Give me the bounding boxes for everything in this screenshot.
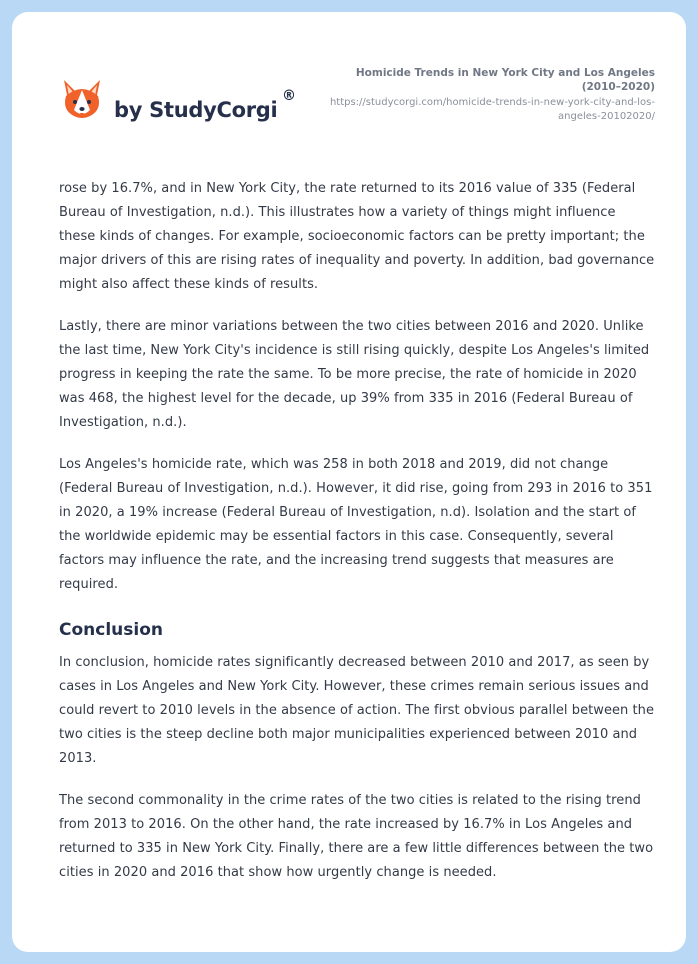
document-body: [59, 177, 655, 903]
corgi-logo-icon: [60, 76, 104, 126]
conclusion-paragraph: The second commonality in the crime rates of the two cities is related to the rising trend from 2013 to 2016. On the other hand, the rate increased by 16.7% in Los Angeles and returned to 335 in New York City. Finally, there are a few little differences between the two cities in 2020 and 2016 that show how urgently change is needed.: [59, 793, 654, 880]
brand-name: by StudyCorgi: [114, 98, 278, 122]
registered-mark: ®: [282, 88, 296, 104]
document-meta: [325, 66, 655, 123]
page-header: [12, 12, 686, 152]
document-url[interactable]: https://studycorgi.com/homicide-trends-in-new-york-city-and-los-angeles-20102020/: [329, 97, 655, 122]
body-paragraph: Lastly, there are minor variations between the two cities between 2016 and 2020. Unlike the last time, New York City's incidence is still rising quickly, despite Los Angeles's limited progress in keeping the rate the same. To be more precise, the rate of homicide in 2020 was 468, the highest level for the decade, up 39% from 335 in 2016 (Federal Bureau of Investigation, n.d.).: [59, 319, 650, 430]
conclusion-paragraph: In conclusion, homicide rates significantly decreased between 2010 and 2017, as seen by cases in Los Angeles and New York City. However, these crimes remain serious issues and could revert to 2010 levels in the absence of action. The first obvious parallel between the two cities is the steep decline both major municipalities experienced between 2010 and 2013.: [59, 655, 655, 766]
studycorgi-logo[interactable]: [60, 76, 360, 136]
body-paragraph: rose by 16.7%, and in New York City, the rate returned to its 2016 value of 335 (Federal Bureau of Investigation, n.d.). This illustrates how a variety of things might influence these kinds of changes. For example, socioeconomic factors can be pretty important; the major drivers of this are rising rates of inequality and poverty. In addition, bad governance might also affect these kinds of results.: [59, 181, 655, 292]
body-paragraph: Los Angeles's homicide rate, which was 258 in both 2018 and 2019, did not change (Federal Bureau of Investigation, n.d.). However, it did rise, going from 293 in 2016 to 351 in 2020, a 19% increase (Federal Bureau of Investigation, n.d). Isolation and the start of the worldwide epidemic may be essential factors in this case. Consequently, several factors may influence the rate, and the increasing trend suggests that measures are required.: [59, 457, 653, 592]
section-heading-conclusion: Conclusion: [59, 620, 163, 640]
document-title: Homicide Trends in New York City and Los Angeles (2010–2020): [355, 67, 655, 93]
document-card: [12, 12, 686, 952]
